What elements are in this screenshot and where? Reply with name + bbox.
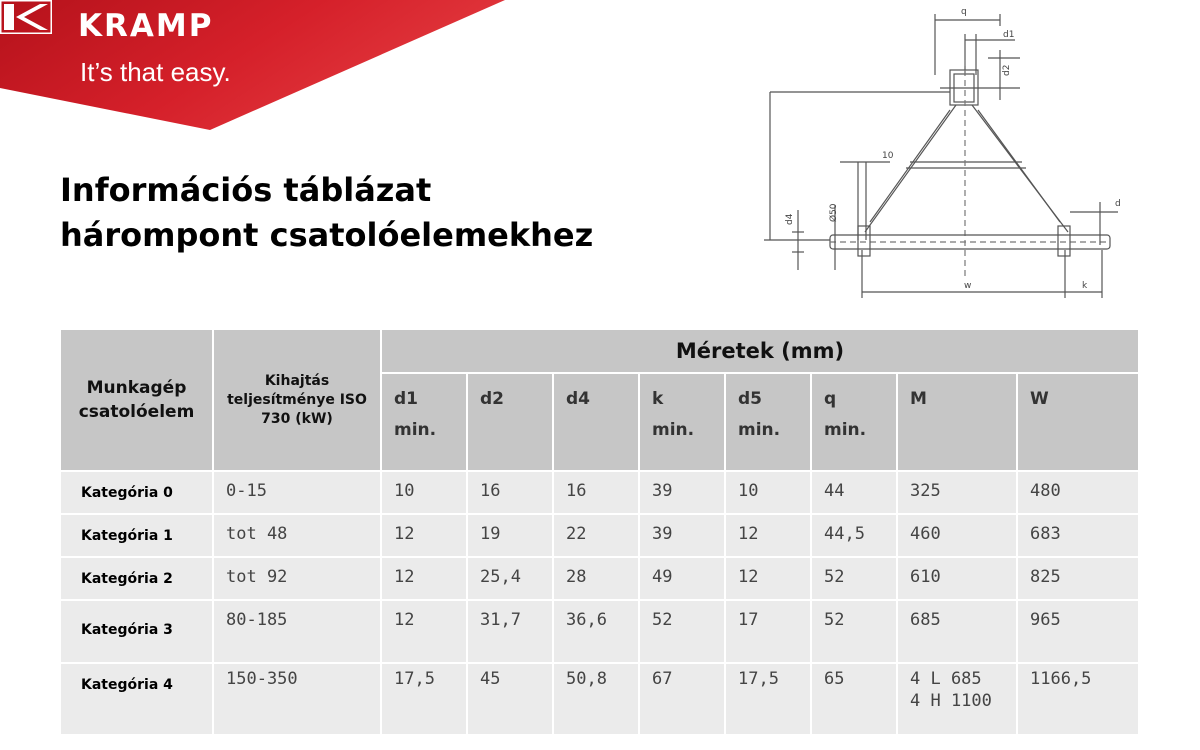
m-value: 4 L 685 [910, 669, 982, 689]
category-cell: Kategória 3 [60, 600, 213, 663]
power-cell: 80-185 [213, 600, 381, 663]
w-cell: 683 [1017, 514, 1139, 557]
diagram-label-w: w [964, 281, 972, 291]
header-work: Munkagép csatolóelem [60, 329, 213, 471]
category-cell: Kategória 4 [60, 663, 213, 735]
m-cell [897, 600, 1017, 663]
d1-cell: 12 [381, 600, 467, 663]
category-cell: Kategória 1 [60, 514, 213, 557]
header-q: q min. [811, 373, 897, 471]
header-d1: d1 min. [381, 373, 467, 471]
q-cell: 65 [811, 663, 897, 735]
table-row [60, 663, 1139, 735]
d1-cell: 17,5 [381, 663, 467, 735]
table-row [60, 514, 1139, 557]
diagram-label-d4: d4 [785, 213, 795, 225]
m-value: 610 [910, 567, 941, 587]
d2-cell: 45 [467, 663, 553, 735]
diagram-label-k: k [1082, 281, 1088, 291]
d2-cell: 19 [467, 514, 553, 557]
spec-table [59, 328, 1140, 736]
table-row [60, 600, 1139, 663]
page-title-line-2: hárompont csatolóelemekhez [60, 216, 594, 254]
page-title [60, 168, 593, 258]
d5-cell: 12 [725, 557, 811, 600]
m-value: 4 H 1100 [910, 691, 992, 711]
m-cell [897, 471, 1017, 514]
q-cell: 44 [811, 471, 897, 514]
d2-cell: 25,4 [467, 557, 553, 600]
header-dimensions: Méretek (mm) [381, 329, 1139, 373]
d4-cell: 22 [553, 514, 639, 557]
q-cell: 52 [811, 600, 897, 663]
diagram-label-10: 10 [882, 151, 894, 161]
m-value: 460 [910, 524, 941, 544]
category-cell: Kategória 2 [60, 557, 213, 600]
k-cell: 67 [639, 663, 725, 735]
k-cell: 49 [639, 557, 725, 600]
q-cell: 52 [811, 557, 897, 600]
d4-cell: 28 [553, 557, 639, 600]
d2-cell: 16 [467, 471, 553, 514]
header-d2: d2 [467, 373, 553, 471]
brand-banner [0, 0, 520, 135]
w-cell: 825 [1017, 557, 1139, 600]
header-m: M [897, 373, 1017, 471]
m-value: 685 [910, 610, 941, 630]
power-cell: tot 48 [213, 514, 381, 557]
d5-cell: 17,5 [725, 663, 811, 735]
power-cell: tot 92 [213, 557, 381, 600]
m-cell [897, 514, 1017, 557]
d5-cell: 10 [725, 471, 811, 514]
q-cell: 44,5 [811, 514, 897, 557]
d4-cell: 50,8 [553, 663, 639, 735]
header-d4: d4 [553, 373, 639, 471]
hitch-diagram [760, 0, 1140, 305]
table-row [60, 557, 1139, 600]
m-cell [897, 557, 1017, 600]
header-k: k min. [639, 373, 725, 471]
d4-cell: 36,6 [553, 600, 639, 663]
brand-name: KRAMP [78, 8, 214, 44]
k-cell: 52 [639, 600, 725, 663]
diagram-label-q: q [961, 7, 967, 17]
diagram-label-d2: d2 [1002, 64, 1012, 76]
header-power: Kihajtás teljesítménye ISO 730 (kW) [213, 329, 381, 471]
k-cell: 39 [639, 471, 725, 514]
d2-cell: 31,7 [467, 600, 553, 663]
d1-cell: 12 [381, 514, 467, 557]
diagram-label-d1: d1 [1003, 30, 1015, 40]
d1-cell: 12 [381, 557, 467, 600]
m-value: 325 [910, 481, 941, 501]
diagram-label-d: d [1115, 199, 1121, 209]
header-w: W [1017, 373, 1139, 471]
diagram-label-d50: Ø50 [829, 203, 839, 222]
d1-cell: 10 [381, 471, 467, 514]
w-cell: 1166,5 [1017, 663, 1139, 735]
d4-cell: 16 [553, 471, 639, 514]
page-title-line-1: Információs táblázat [60, 171, 432, 209]
d5-cell: 12 [725, 514, 811, 557]
m-cell [897, 663, 1017, 735]
w-cell: 480 [1017, 471, 1139, 514]
power-cell: 0-15 [213, 471, 381, 514]
header-d5: d5 min. [725, 373, 811, 471]
kramp-logo-icon [0, 0, 52, 34]
brand-tagline: It’s that easy. [80, 57, 231, 87]
k-cell: 39 [639, 514, 725, 557]
category-cell: Kategória 0 [60, 471, 213, 514]
table-row [60, 471, 1139, 514]
w-cell: 965 [1017, 600, 1139, 663]
power-cell: 150-350 [213, 663, 381, 735]
d5-cell: 17 [725, 600, 811, 663]
